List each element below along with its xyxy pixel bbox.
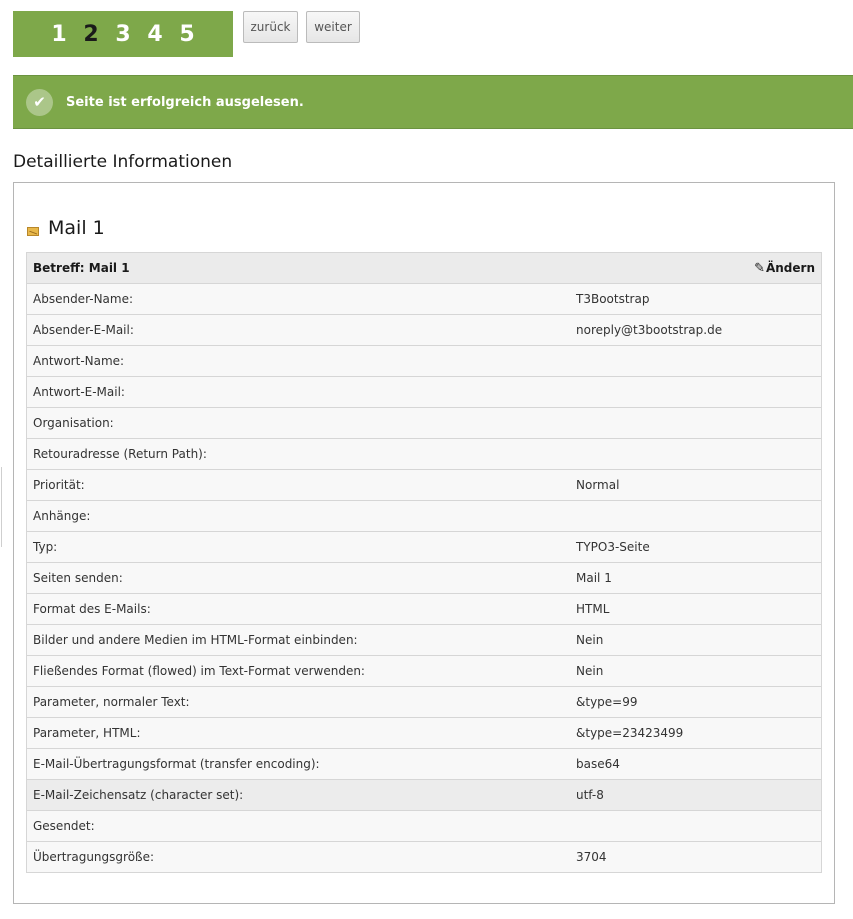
row-label: Retouradresse (Return Path): xyxy=(27,439,571,470)
row-label: Fließendes Format (flowed) im Text-Format verwenden: xyxy=(27,656,571,687)
table-row xyxy=(27,346,822,377)
row-value xyxy=(570,346,822,377)
row-label: Gesendet: xyxy=(27,811,571,842)
step-1[interactable]: 1 xyxy=(51,21,67,47)
step-indicator xyxy=(13,11,233,57)
table-row xyxy=(27,408,822,439)
table-row xyxy=(27,625,822,656)
row-label: Übertragungsgröße: xyxy=(27,842,571,873)
success-message-text: Seite ist erfolgreich ausgelesen. xyxy=(66,94,304,110)
row-label: Organisation: xyxy=(27,408,571,439)
row-value: HTML xyxy=(570,594,822,625)
row-value xyxy=(570,439,822,470)
step-2-current: 2 xyxy=(83,21,99,47)
table-row xyxy=(27,439,822,470)
next-button[interactable]: weiter xyxy=(306,11,360,43)
mail-heading xyxy=(27,217,105,239)
table-row xyxy=(27,749,822,780)
row-label: Seiten senden: xyxy=(27,563,571,594)
table-row xyxy=(27,811,822,842)
row-label: Typ: xyxy=(27,532,571,563)
row-value: &type=23423499 xyxy=(570,718,822,749)
row-label: Parameter, HTML: xyxy=(27,718,571,749)
row-value: utf-8 xyxy=(570,780,822,811)
row-value: base64 xyxy=(570,749,822,780)
row-label: Format des E-Mails: xyxy=(27,594,571,625)
table-row xyxy=(27,594,822,625)
row-value xyxy=(570,501,822,532)
back-button[interactable]: zurück xyxy=(243,11,298,43)
subject-header xyxy=(27,253,822,284)
table-row xyxy=(27,315,822,346)
row-value: TYPO3-Seite xyxy=(570,532,822,563)
row-value: T3Bootstrap xyxy=(570,284,822,315)
row-label: Absender-E-Mail: xyxy=(27,315,571,346)
success-message xyxy=(13,75,853,129)
check-icon: ✔ xyxy=(26,89,53,116)
table-row xyxy=(27,656,822,687)
row-value: noreply@t3bootstrap.de xyxy=(570,315,822,346)
pencil-icon: ✎ xyxy=(754,260,765,276)
row-label: Bilder und andere Medien im HTML-Format einbinden: xyxy=(27,625,571,656)
row-value xyxy=(570,408,822,439)
left-edge-divider xyxy=(0,467,2,547)
row-value: Normal xyxy=(570,470,822,501)
row-label: E-Mail-Übertragungsformat (transfer encoding): xyxy=(27,749,571,780)
row-value: Nein xyxy=(570,656,822,687)
table-row xyxy=(27,563,822,594)
table-row xyxy=(27,842,822,873)
table-row xyxy=(27,780,822,811)
row-value xyxy=(570,811,822,842)
table-row xyxy=(27,687,822,718)
row-value: Nein xyxy=(570,625,822,656)
edit-link[interactable] xyxy=(754,262,815,275)
table-row xyxy=(27,284,822,315)
step-5[interactable]: 5 xyxy=(179,21,195,47)
table-header-row xyxy=(27,253,822,284)
row-label: Anhänge: xyxy=(27,501,571,532)
row-label: Absender-Name: xyxy=(27,284,571,315)
table-row xyxy=(27,470,822,501)
row-label: Antwort-E-Mail: xyxy=(27,377,571,408)
mail-envelope-icon xyxy=(27,227,39,236)
mail-title: Mail 1 xyxy=(48,217,105,239)
step-4[interactable]: 4 xyxy=(147,21,163,47)
row-label: E-Mail-Zeichensatz (character set): xyxy=(27,780,571,811)
row-value: Mail 1 xyxy=(570,563,822,594)
subject-label: Betreff: Mail 1 xyxy=(33,260,130,275)
row-value: &type=99 xyxy=(570,687,822,718)
table-row xyxy=(27,718,822,749)
step-3[interactable]: 3 xyxy=(115,21,131,47)
details-panel xyxy=(13,182,835,904)
section-title: Detaillierte Informationen xyxy=(13,152,233,172)
row-label: Antwort-Name: xyxy=(27,346,571,377)
row-value: 3704 xyxy=(570,842,822,873)
table-row xyxy=(27,532,822,563)
row-value xyxy=(570,377,822,408)
table-row xyxy=(27,501,822,532)
mail-info-table xyxy=(26,252,822,873)
table-row xyxy=(27,377,822,408)
row-label: Priorität: xyxy=(27,470,571,501)
row-label: Parameter, normaler Text: xyxy=(27,687,571,718)
edit-label: Ändern xyxy=(765,260,815,275)
